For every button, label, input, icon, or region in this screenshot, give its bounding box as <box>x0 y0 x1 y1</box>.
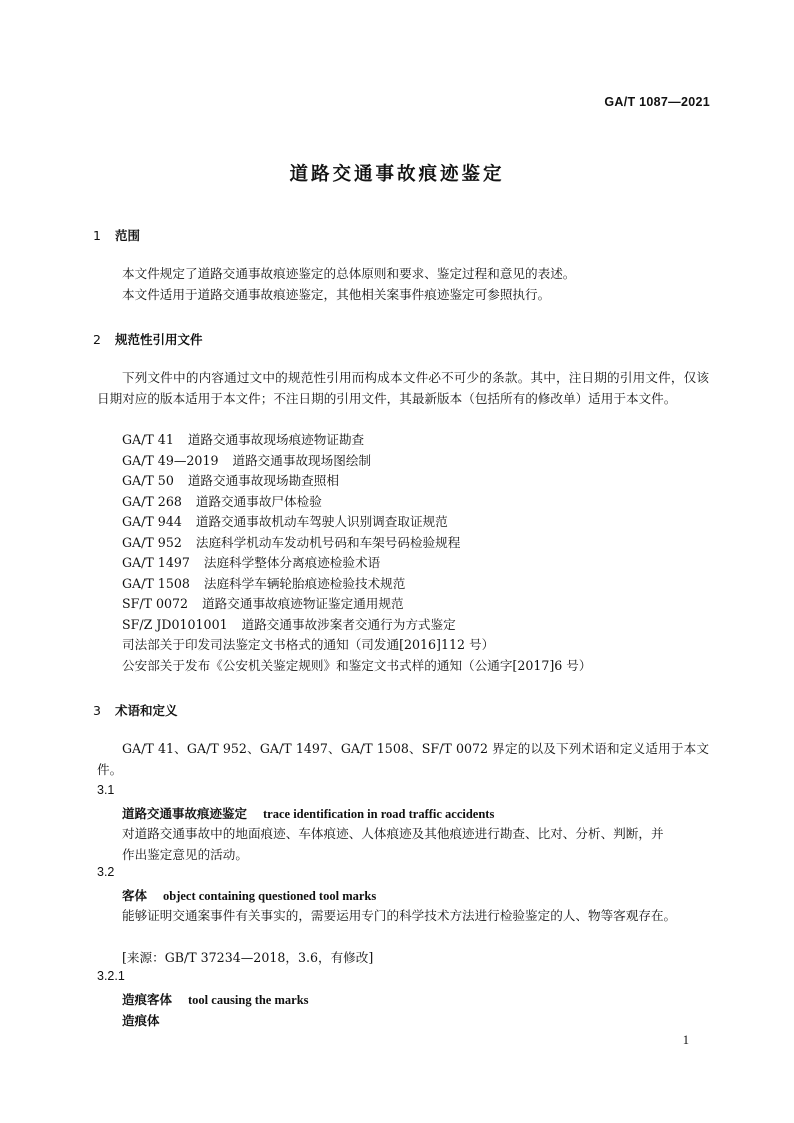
reference-title: 公安部关于发布《公安机关鉴定规则》和鉴定文书式样的通知（公通字[2017]6 号） <box>122 658 592 673</box>
term-zh: 道路交通事故痕迹鉴定 <box>122 806 248 821</box>
term-definition: 对道路交通事故中的地面痕迹、车体痕迹、人体痕迹及其他痕迹进行勘查、比对、分析、判断，并 <box>122 826 664 841</box>
reference-item <box>122 512 448 533</box>
reference-code: GA/T 268 <box>122 494 182 509</box>
reference-code: GA/T 41 <box>122 432 174 447</box>
section-number: 1 <box>93 228 101 243</box>
document-title: 道路交通事故痕迹鉴定 <box>289 164 505 185</box>
reference-item <box>122 492 322 513</box>
reference-item <box>122 553 380 574</box>
section-title: 规范性引用文件 <box>115 332 203 347</box>
reference-code: GA/T 952 <box>122 535 182 550</box>
term-definition: 作出鉴定意见的活动。 <box>122 847 248 862</box>
term-heading <box>122 886 376 904</box>
reference-code: GA/T 944 <box>122 514 182 529</box>
paragraph: 本文件适用于道路交通事故痕迹鉴定，其他相关案事件痕迹鉴定可参照执行。 <box>122 287 551 302</box>
reference-item <box>122 451 371 472</box>
term-number: 3.1 <box>97 783 115 797</box>
paragraph: 本文件规定了道路交通事故痕迹鉴定的总体原则和要求、鉴定过程和意见的表述。 <box>122 266 576 281</box>
reference-item <box>122 635 494 656</box>
reference-title: 法庭科学车辆轮胎痕迹检验技术规范 <box>203 576 406 591</box>
section-2-heading <box>93 330 203 348</box>
reference-title: 道路交通事故现场图绘制 <box>232 453 372 468</box>
reference-code: SF/Z JD0101001 <box>122 617 228 632</box>
term-number: 3.2.1 <box>97 969 125 983</box>
term-source: [来源：GB/T 37234—2018，3.6，有修改] <box>122 950 374 965</box>
term-zh: 客体 <box>122 888 148 903</box>
reference-title: 道路交通事故涉案者交通行为方式鉴定 <box>241 617 456 632</box>
term-number: 3.2 <box>97 865 115 879</box>
paragraph: 下列文件中的内容通过文中的规范性引用而构成本文件必不可少的条款。其中，注日期的引用文件，仅该日期对应的版本适用于本文件；不注日期的引用文件，其最新版本（包括所有的修改单）适用于本文件。 <box>97 370 709 406</box>
reference-title: 道路交通事故现场痕迹物证勘查 <box>187 432 365 447</box>
reference-title: 法庭科学整体分离痕迹检验术语 <box>203 555 381 570</box>
term-en: trace identification in road traffic accidents <box>263 807 495 821</box>
reference-title: 道路交通事故尸体检验 <box>195 494 322 509</box>
reference-item <box>122 533 460 554</box>
term-en: object containing questioned tool marks <box>163 889 377 903</box>
reference-item <box>122 574 405 595</box>
reference-item <box>122 656 592 677</box>
reference-title: 道路交通事故痕迹物证鉴定通用规范 <box>202 596 404 611</box>
section-number: 3 <box>93 703 101 718</box>
reference-code: GA/T 1497 <box>122 555 190 570</box>
term-heading <box>122 804 494 822</box>
term-en: tool causing the marks <box>188 993 309 1007</box>
reference-item <box>122 430 364 451</box>
standard-number: GA/T 1087—2021 <box>604 95 710 109</box>
reference-title: 司法部关于印发司法鉴定文书格式的通知（司发通[2016]112 号） <box>122 637 495 652</box>
term-zh: 造痕客体 <box>122 992 173 1007</box>
reference-item <box>122 594 404 615</box>
reference-code: GA/T 1508 <box>122 576 190 591</box>
reference-title: 道路交通事故机动车驾驶人识别调查取证规范 <box>195 514 448 529</box>
reference-title: 道路交通事故现场勘查照相 <box>187 473 339 488</box>
section-title: 范围 <box>115 228 141 243</box>
term-definition: 能够证明交通案事件有关事实的，需要运用专门的科学技术方法进行检验鉴定的人、物等客观存在。 <box>122 908 677 923</box>
reference-item <box>122 615 456 636</box>
reference-code: GA/T 49—2019 <box>122 453 219 468</box>
term-synonym: 造痕体 <box>122 1013 160 1028</box>
reference-title: 法庭科学机动车发动机号码和车架号码检验规程 <box>195 535 461 550</box>
section-1-heading <box>93 226 140 244</box>
term-heading <box>122 990 309 1008</box>
reference-code: SF/T 0072 <box>122 596 189 611</box>
section-3-heading <box>93 701 178 719</box>
page-number: 1 <box>682 1033 689 1047</box>
section-title: 术语和定义 <box>115 703 178 718</box>
section-number: 2 <box>93 332 101 347</box>
paragraph: GA/T 41、GA/T 952、GA/T 1497、GA/T 1508、SF/T 0072 界定的以及下列术语和定义适用于本文件。 <box>97 741 709 777</box>
reference-code: GA/T 50 <box>122 473 174 488</box>
reference-item <box>122 471 339 492</box>
